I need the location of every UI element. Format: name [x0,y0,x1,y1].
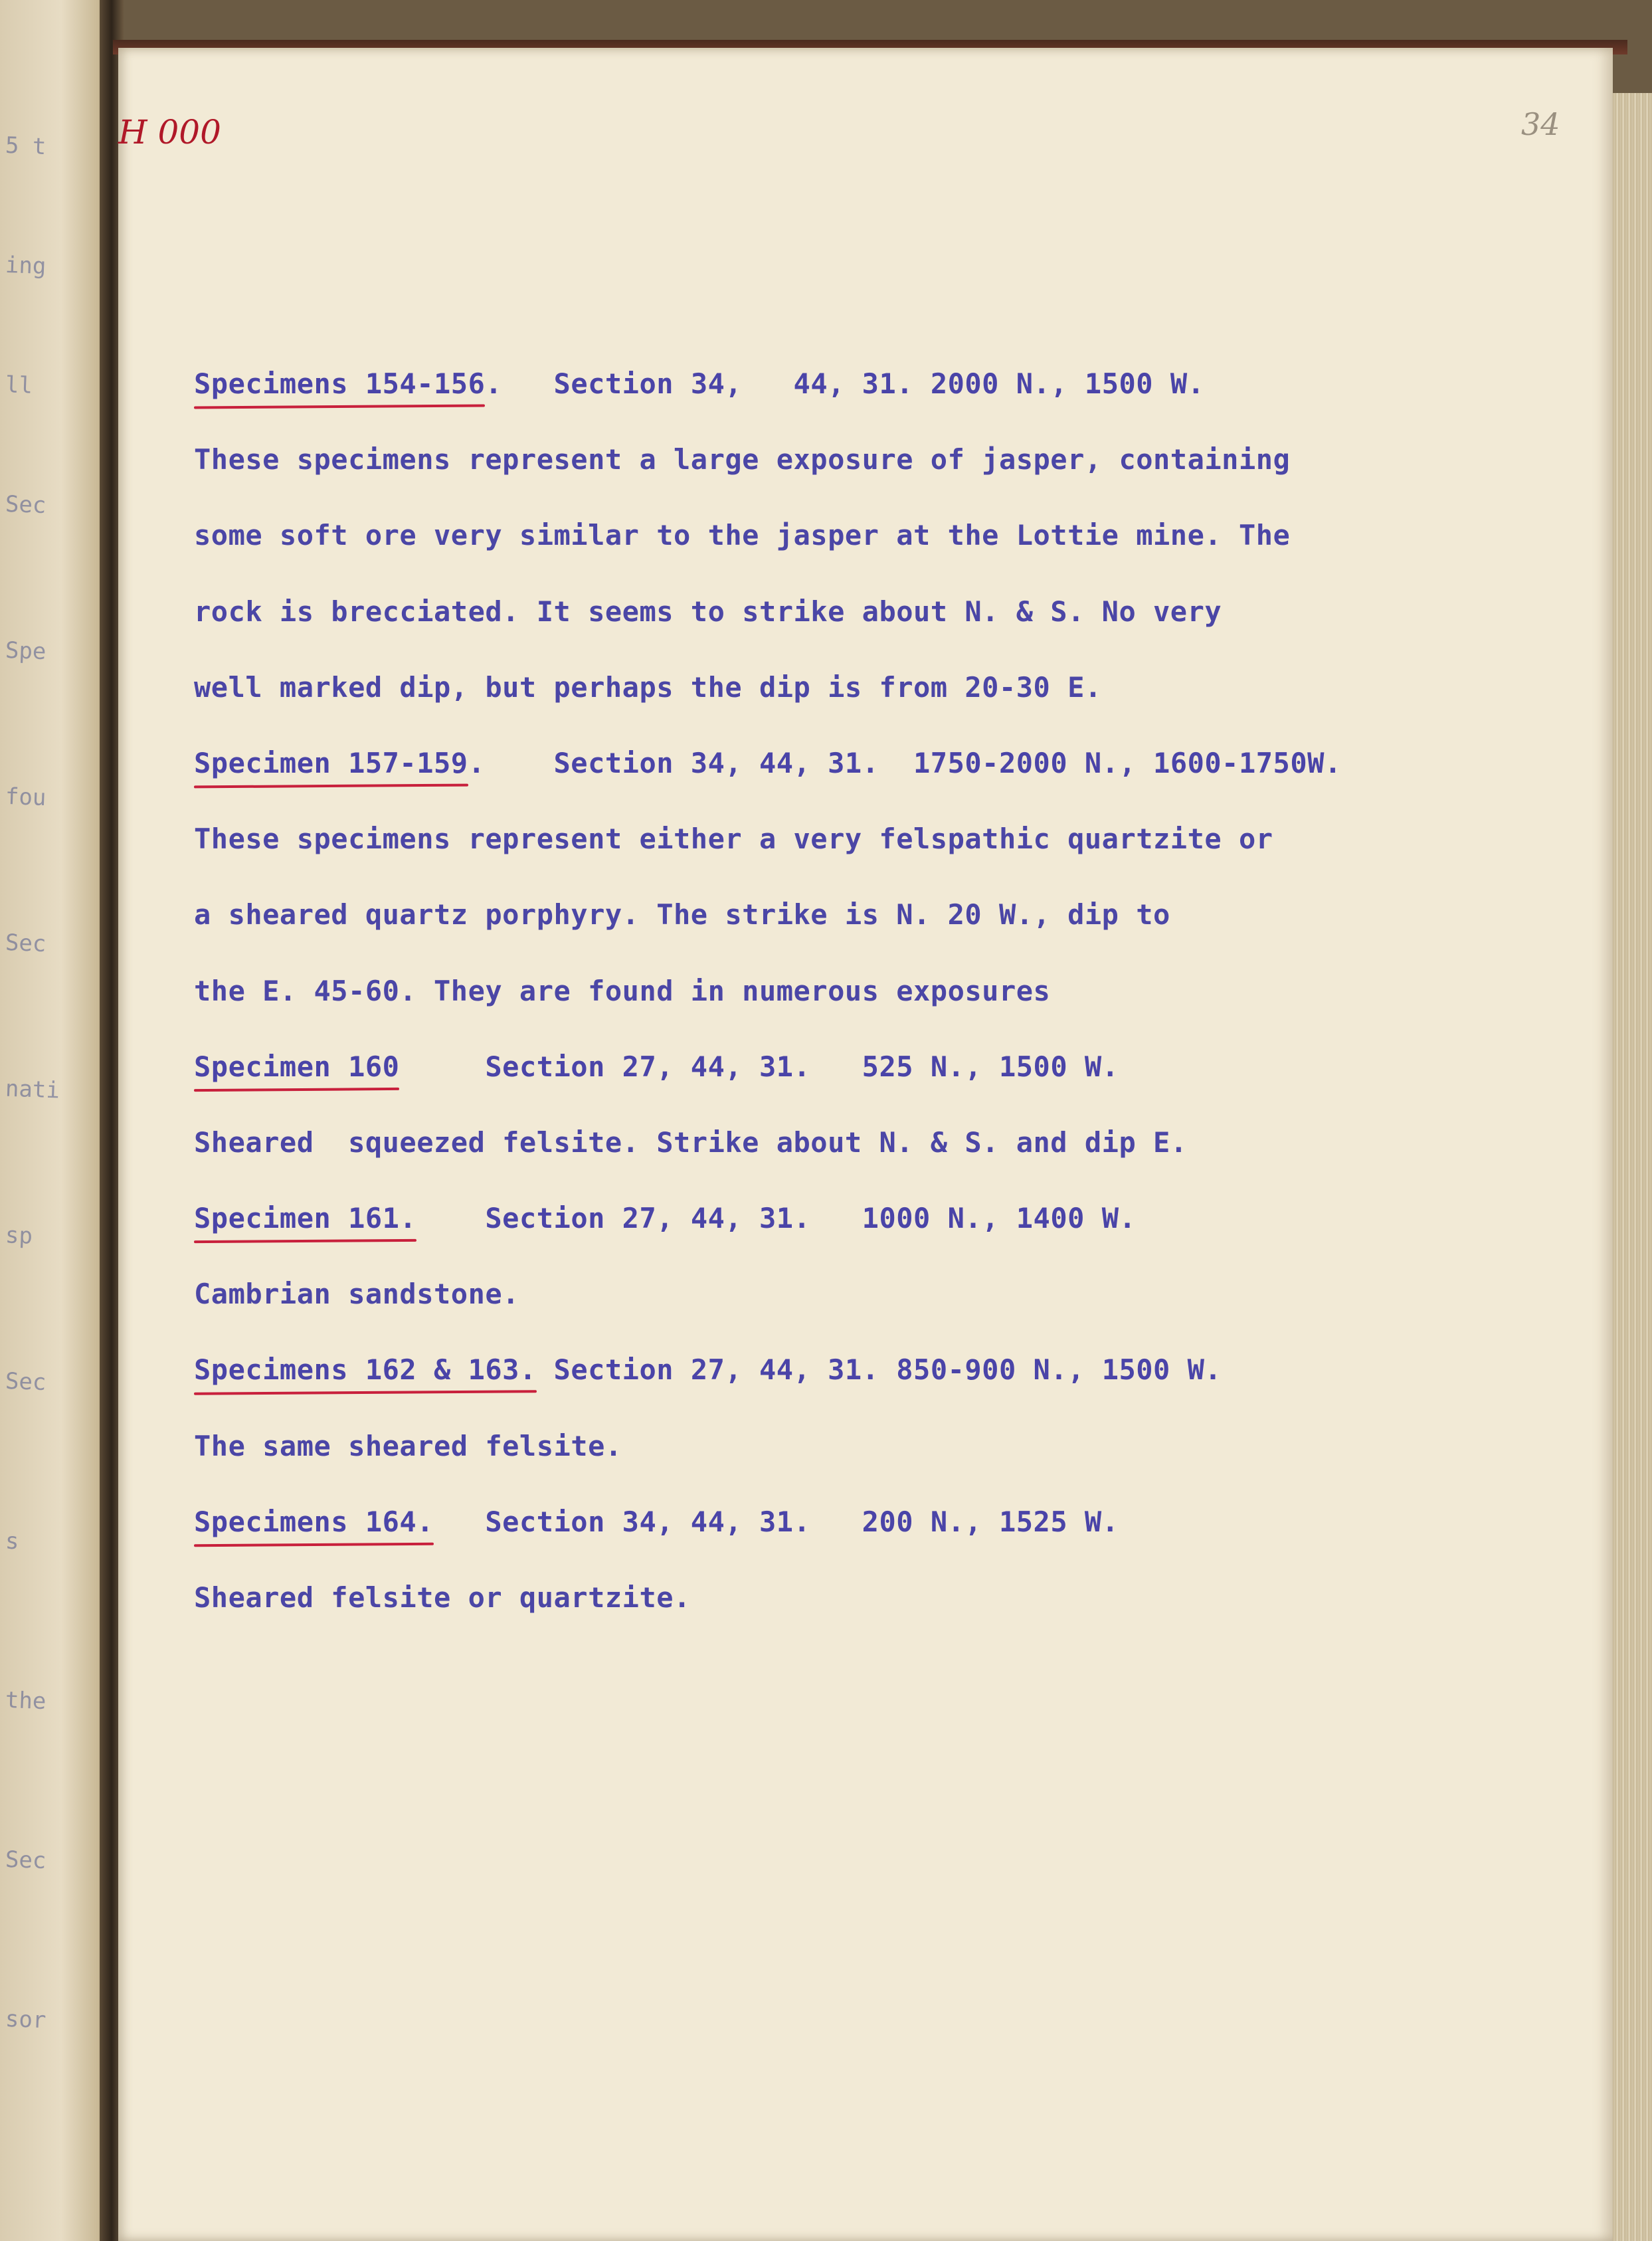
left-page-fragment: the [5,1686,47,1715]
description-line: These specimens represent a large exposure of jasper, containing [194,443,1291,476]
left-page-fragment: sp [5,1222,33,1250]
description-line: Sheared squeezed felsite. Strike about N. & S. and dip E. [194,1125,1188,1159]
specimen-location: Section 34, 44, 31. 2000 N., 1500 W. [553,367,1205,400]
description-line: some soft ore very similar to the jasper at the Lottie mine. The [194,519,1291,552]
heading-separator: . [468,746,554,779]
heading-separator [537,1353,554,1386]
entry-heading-line [194,1047,1589,1123]
left-page-fragment: nati [5,1075,60,1104]
left-page-fragment: sor [5,2005,47,2034]
left-page-fragment: Sec [5,929,47,958]
specimen-location: Section 34, 44, 31. 200 N., 1525 W. [485,1505,1119,1538]
entry-heading-line [194,364,1589,440]
specimen-heading: Specimen 160 [194,1047,399,1087]
handwritten-annotation: H 000 [118,113,221,151]
description-line: a sheared quartz porphyry. The strike is N. 20 W., dip to [194,898,1170,931]
entry-heading-line [194,1350,1589,1426]
entry-heading-line [194,743,1589,819]
description-line: rock is brecciated. It seems to strike about N. & S. No very [194,595,1222,628]
left-page-fragment: Sec [5,1846,47,1875]
specimen-heading: Specimen 157-159 [194,743,468,783]
left-page-fragment: ing [5,251,47,280]
description-line: well marked dip, but perhaps the dip is from 20-30 E. [194,670,1102,704]
description-line: Sheared felsite or quartzite. [194,1581,691,1614]
specimen-heading: Specimens 162 & 163. [194,1350,537,1390]
specimen-location: Section 27, 44, 31. 850-900 N., 1500 W. [553,1353,1222,1387]
page-stack-edge [1607,93,1652,2241]
specimen-location: Section 27, 44, 31. 525 N., 1500 W. [485,1050,1119,1083]
left-page-fragment: Sec [5,490,47,520]
heading-separator [399,1050,485,1083]
left-page-fragment: Spe [5,636,47,666]
left-page-edge [0,0,112,2241]
description-line: The same sheared felsite. [194,1429,622,1462]
specimen-location: Section 27, 44, 31. 1000 N., 1400 W. [485,1202,1137,1235]
heading-separator: . [485,367,554,400]
specimen-heading: Specimens 164. [194,1502,434,1542]
left-page-fragment: fou [5,783,47,812]
left-page-fragment: ll [5,371,33,399]
description-line: Cambrian sandstone. [194,1278,519,1311]
specimen-location: Section 34, 44, 31. 1750-2000 N., 1600-1750W. [553,746,1342,779]
heading-separator [416,1202,485,1234]
left-page-fragment: s [5,1527,20,1555]
page-number: 34 [1521,106,1560,142]
left-page-fragment: Sec [5,1367,47,1397]
heading-separator [434,1506,485,1538]
entry-heading-line [194,1199,1589,1274]
typed-text-block [194,364,1589,1654]
specimen-heading: Specimens 154-156 [194,364,485,404]
entry-heading-line [194,1502,1589,1578]
specimen-heading: Specimen 161. [194,1199,416,1238]
description-line: These specimens represent either a very felspathic quartzite or [194,823,1273,856]
description-line: the E. 45-60. They are found in numerous exposures [194,974,1051,1007]
left-page-fragment: 5 t [5,132,47,161]
